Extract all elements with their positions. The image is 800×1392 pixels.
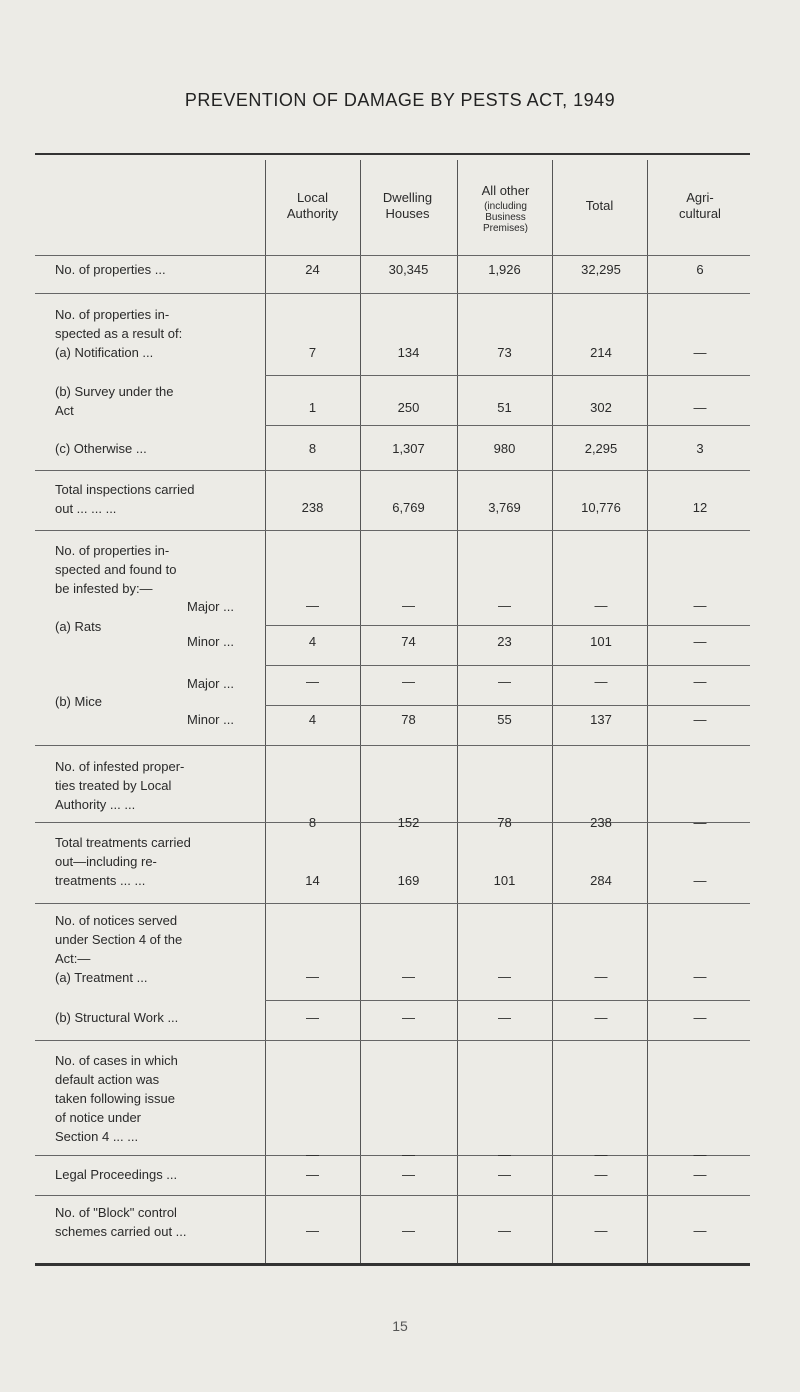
table-cell: 4	[308, 712, 317, 727]
row-label: Minor ...	[187, 634, 234, 649]
row-rule	[265, 425, 750, 426]
table-cell: —	[594, 674, 608, 689]
table-cell: —	[693, 674, 707, 689]
row-rule	[265, 705, 750, 706]
row-rule	[35, 1195, 750, 1196]
table-cell: —	[306, 969, 319, 984]
row-label: No. of "Block" control schemes carried out ...	[55, 1205, 187, 1239]
row-label: Minor ...	[187, 712, 234, 727]
table-cell: 74	[401, 634, 416, 649]
table-cell: —	[306, 1010, 319, 1025]
row-rule	[35, 530, 750, 531]
row-label: Total treatments carried out—including re- treatments ... ...	[55, 835, 191, 888]
header-total	[552, 198, 647, 214]
table-cell: —	[693, 712, 707, 727]
table-cell: 214	[590, 345, 612, 360]
table-cell: 101	[493, 873, 516, 888]
row-label: No. of properties in- spected and found to be infested by:—	[55, 543, 177, 596]
header-text: Total	[585, 198, 614, 213]
table-cell: 3	[696, 441, 704, 456]
row-label: No. of cases in which default action was taken following issue of notice under Section 4 ... ...	[55, 1053, 178, 1144]
table-cell: —	[693, 969, 707, 984]
row-label: Major ...	[187, 599, 234, 614]
row-label: (b) Structural Work ...	[55, 1010, 179, 1025]
table-cell: —	[693, 598, 707, 613]
table-cell: —	[402, 674, 415, 689]
group-label-rats: (a) Rats	[55, 619, 102, 634]
table-cell: 2,295	[584, 441, 618, 456]
row-rule	[265, 665, 750, 666]
table-cell: 23	[497, 634, 512, 649]
table-cell: 73	[497, 345, 512, 360]
table-cell: —	[498, 1147, 511, 1162]
row-label: Major ...	[187, 676, 234, 691]
table-cell: —	[306, 674, 319, 689]
table-cell: —	[402, 1147, 415, 1162]
table-cell: —	[594, 1147, 608, 1162]
row-label: No. of properties ...	[55, 262, 166, 277]
row-label: Legal Proceedings ...	[55, 1167, 178, 1182]
table-cell: 152	[397, 815, 420, 830]
page-title: PREVENTION OF DAMAGE BY PESTS ACT, 1949	[184, 90, 616, 110]
table-cell: —	[594, 598, 608, 613]
row-label: No. of properties in- spected as a result of: (a) Notification ...	[55, 307, 183, 360]
table-cell: —	[306, 598, 319, 613]
row-label: No. of infested proper- ties treated by Local Authority ... ...	[55, 759, 185, 812]
header-local-authority	[265, 190, 360, 222]
table-cell: —	[498, 1167, 511, 1182]
row-rule	[35, 903, 750, 904]
header-dwelling-houses	[360, 190, 455, 222]
table-cell: 10,776	[581, 500, 621, 515]
row-label: (c) Otherwise ...	[55, 441, 147, 456]
table-cell: 980	[493, 441, 516, 456]
table-cell: 32,295	[581, 262, 621, 277]
table-cell: —	[498, 969, 511, 984]
header-text: Houses	[385, 206, 430, 221]
header-text: Dwelling	[382, 190, 433, 205]
table-cell: 55	[497, 712, 512, 727]
table-cell: —	[693, 815, 707, 830]
table-cell: 6	[696, 262, 704, 277]
table-cell: —	[498, 598, 511, 613]
table-cell: 1	[308, 400, 317, 415]
table-cell: 7	[308, 345, 317, 360]
page-number: 15	[392, 1318, 408, 1334]
row-label: No. of notices served under Section 4 of the Act:— (a) Treatment ...	[55, 913, 183, 985]
table-cell: —	[402, 1010, 415, 1025]
row-rule	[35, 745, 750, 746]
table-cell: 137	[590, 712, 612, 727]
table-cell: 14	[305, 873, 320, 888]
row-rule	[265, 625, 750, 626]
table-cell: —	[693, 1223, 707, 1238]
table-cell: 238	[301, 500, 324, 515]
table-cell: 3,769	[488, 500, 521, 515]
table-cell: —	[306, 1223, 319, 1238]
table-cell: 78	[401, 712, 416, 727]
table-cell: 4	[308, 634, 317, 649]
table-cell: —	[693, 1147, 707, 1162]
row-rule	[265, 1000, 750, 1001]
table-cell: —	[306, 1147, 319, 1162]
table-cell: 1,926	[488, 262, 521, 277]
row-label: (b) Survey under the Act	[55, 384, 174, 418]
table-cell: 51	[497, 400, 512, 415]
table-cell: —	[693, 1010, 707, 1025]
table-cell: 8	[308, 815, 317, 830]
table-cell: 250	[397, 400, 420, 415]
row-rule	[35, 255, 750, 256]
header-agricultural	[650, 190, 750, 222]
group-label-mice: (b) Mice	[55, 694, 102, 709]
table-cell: —	[402, 598, 415, 613]
table-cell: —	[693, 345, 707, 360]
table-cell: —	[594, 969, 608, 984]
table-cell: 1,307	[392, 441, 425, 456]
table-cell: —	[498, 1223, 511, 1238]
row-rule	[265, 375, 750, 376]
table-cell: 78	[497, 815, 512, 830]
bottom-rule	[35, 1263, 750, 1266]
table-cell: 134	[397, 345, 420, 360]
table-cell: 30,345	[388, 262, 429, 277]
header-text: Agri-	[686, 190, 714, 205]
table-cell: —	[402, 1223, 415, 1238]
row-rule	[35, 470, 750, 471]
table-cell: 238	[590, 815, 612, 830]
table-cell: —	[594, 1223, 608, 1238]
table-cell: —	[498, 674, 511, 689]
table-cell: 284	[590, 873, 612, 888]
table-cell: 24	[305, 262, 320, 277]
header-text: cultural	[679, 206, 721, 221]
table-cell: 12	[692, 500, 708, 515]
table-cell: —	[402, 1167, 415, 1182]
header-all-other	[457, 183, 554, 234]
row-rule	[35, 293, 750, 294]
row-label: Total inspections carried out ... ... ...	[55, 482, 195, 516]
table-cell: —	[594, 1167, 608, 1182]
table-cell: —	[693, 634, 707, 649]
table-cell: —	[693, 400, 707, 415]
table-cell: —	[693, 873, 707, 888]
header-note: (including Business Premises)	[482, 201, 528, 234]
table-cell: —	[693, 1167, 707, 1182]
row-rule	[35, 1040, 750, 1041]
table-cell: 8	[308, 441, 317, 456]
table-cell: —	[306, 1167, 319, 1182]
table-cell: 169	[397, 873, 420, 888]
table-cell: 302	[590, 400, 612, 415]
table-cell: —	[594, 1010, 608, 1025]
header-text: All other	[481, 183, 530, 198]
table-cell: 101	[590, 634, 612, 649]
table-cell: 6,769	[392, 500, 425, 515]
header-text: Authority	[286, 206, 339, 221]
header-text: Local	[296, 190, 329, 205]
table-cell: —	[498, 1010, 511, 1025]
table-cell: —	[402, 969, 415, 984]
